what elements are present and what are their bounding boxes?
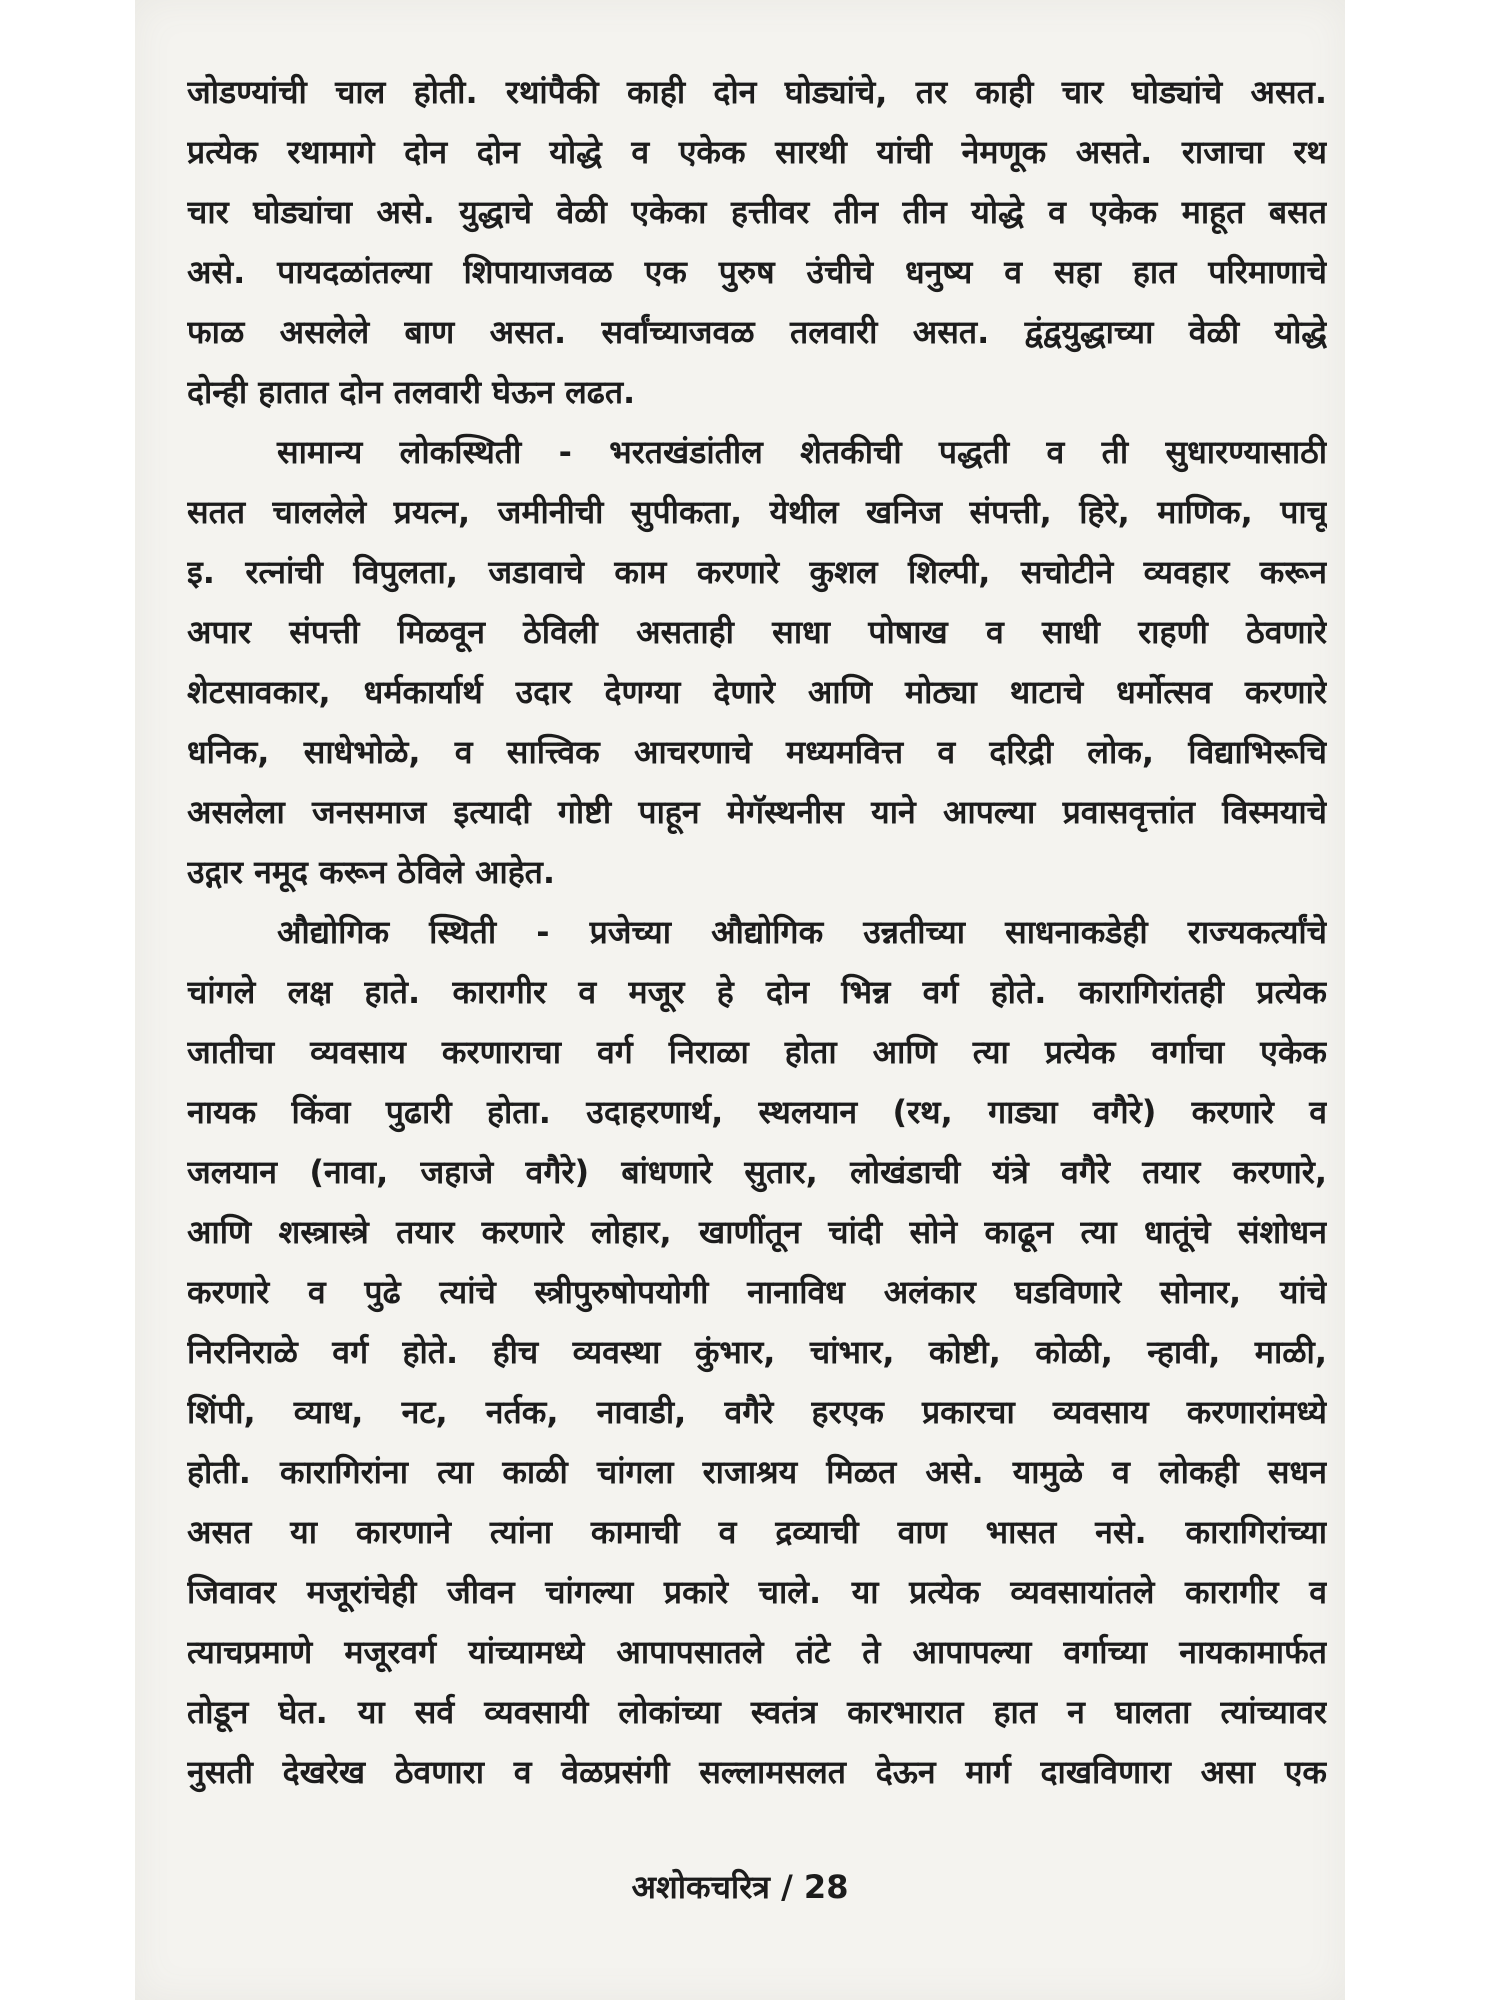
paragraph-industrial-conditions (187, 902, 1327, 1802)
text-line: जातीचा व्यवसाय करणाराचा वर्ग निराळा होता आणि त्या प्रत्येक वर्गाचा एकेक (187, 1033, 1327, 1071)
text-line: नुसती देखरेख ठेवणारा व वेळप्रसंगी सल्लामसलत देऊन मार्ग दाखविणारा असा एक (187, 1753, 1327, 1791)
section-heading-general-conditions: सामान्य लोकस्थिती - (277, 433, 572, 471)
text-line: जोडण्यांची चाल होती. रथांपैकी काही दोन घोड्यांचे, तर काही चार घोड्यांचे असत. (187, 73, 1327, 111)
text-line: आणि शस्त्रास्त्रे तयार करणारे लोहार, खाणींतून चांदी सोने काढून त्या धातूंचे संशोधन (187, 1213, 1327, 1251)
text-line: जिवावर मजूरांचेही जीवन चांगल्या प्रकारे चाले. या प्रत्येक व्यवसायांतले कारागीर व (187, 1573, 1327, 1611)
text-line: असत या कारणाने त्यांना कामाची व द्रव्याची वाण भासत नसे. कारागिरांच्या (187, 1513, 1327, 1551)
text-line: दोन्ही हातात दोन तलवारी घेऊन लढत. (187, 373, 636, 411)
paragraph-army (187, 62, 1327, 422)
text-line: धनिक, साधेभोळे, व सात्त्विक आचरणाचे मध्यमवित्त व दरिद्री लोक, विद्याभिरूचि (187, 733, 1327, 771)
text-line: निरनिराळे वर्ग होते. हीच व्यवस्था कुंभार, चांभार, कोष्टी, कोळी, न्हावी, माळी, (187, 1333, 1327, 1371)
text-span: भरतखंडांतील शेतकीची पद्धती व ती सुधारण्यासाठी (571, 433, 1327, 471)
text-line: त्याचप्रमाणे मजूरवर्ग यांच्यामध्ये आपापसातले तंटे ते आपापल्या वर्गाच्या नायकामार्फत (187, 1633, 1327, 1671)
text-line: उद्गार नमूद करून ठेविले आहेत. (187, 853, 556, 891)
text-line: इ. रत्नांची विपुलता, जडावाचे काम करणारे कुशल शिल्पी, सचोटीने व्यवहार करून (187, 553, 1327, 591)
text-line: प्रत्येक रथामागे दोन दोन योद्धे व एकेक सारथी यांची नेमणूक असते. राजाचा रथ (187, 133, 1327, 171)
text-line: चांगले लक्ष हाते. कारागीर व मजूर हे दोन भिन्न वर्ग होते. कारागिरांतही प्रत्येक (187, 973, 1327, 1011)
text-line: होती. कारागिरांना त्या काळी चांगला राजाश्रय मिळत असे. यामुळे व लोकही सधन (187, 1453, 1327, 1491)
text-line: फाळ असलेले बाण असत. सर्वांच्याजवळ तलवारी असत. द्वंद्वयुद्धाच्या वेळी योद्धे (187, 313, 1327, 351)
text-line: चार घोड्यांचा असे. युद्धाचे वेळी एकेका हत्तीवर तीन तीन योद्धे व एकेक माहूत बसत (187, 193, 1327, 231)
text-line: करणारे व पुढे त्यांचे स्त्रीपुरुषोपयोगी नानाविध अलंकार घडविणारे सोनार, यांचे (187, 1273, 1327, 1311)
text-line: सतत चाललेले प्रयत्न, जमीनीची सुपीकता, येथील खनिज संपत्ती, हिरे, माणिक, पाचू (187, 493, 1327, 531)
text-line: तोडून घेत. या सर्व व्यवसायी लोकांच्या स्वतंत्र कारभारात हात न घालता त्यांच्यावर (187, 1693, 1327, 1731)
page-footer: अशोकचरित्र / 28 (631, 1868, 849, 1906)
book-page (135, 0, 1345, 2000)
section-heading-industrial-conditions: औद्योगिक स्थिती - (277, 913, 550, 951)
text-span: प्रजेच्या औद्योगिक उन्नतीच्या साधनाकडेही राज्यकर्त्यांचे (549, 913, 1327, 951)
text-line: अपार संपत्ती मिळवून ठेविली असताही साधा पोषाख व साधी राहणी ठेवणारे (187, 613, 1327, 651)
text-line: शेटसावकार, धर्मकार्यार्थ उदार देणग्या देणारे आणि मोठ्या थाटाचे धर्मोत्सव करणारे (187, 673, 1327, 711)
text-line: शिंपी, व्याध, नट, नर्तक, नावाडी, वगैरे हरएक प्रकारचा व्यवसाय करणारांमध्ये (187, 1393, 1327, 1431)
paragraph-general-conditions (187, 422, 1327, 902)
page-body (187, 62, 1327, 1802)
text-line: असे. पायदळांतल्या शिपायाजवळ एक पुरुष उंचीचे धनुष्य व सहा हात परिमाणाचे (187, 253, 1327, 291)
text-line (187, 902, 1327, 962)
text-line: जलयान (नावा, जहाजे वगैरे) बांधणारे सुतार, लोखंडाची यंत्रे वगैरे तयार करणारे, (187, 1153, 1327, 1191)
text-line (187, 422, 1327, 482)
text-line: नायक किंवा पुढारी होता. उदाहरणार्थ, स्थलयान (रथ, गाड्या वगैरे) करणारे व (187, 1093, 1327, 1131)
text-line: असलेला जनसमाज इत्यादी गोष्टी पाहून मेगॅस्थनीस याने आपल्या प्रवासवृत्तांत विस्मयाचे (187, 793, 1327, 831)
